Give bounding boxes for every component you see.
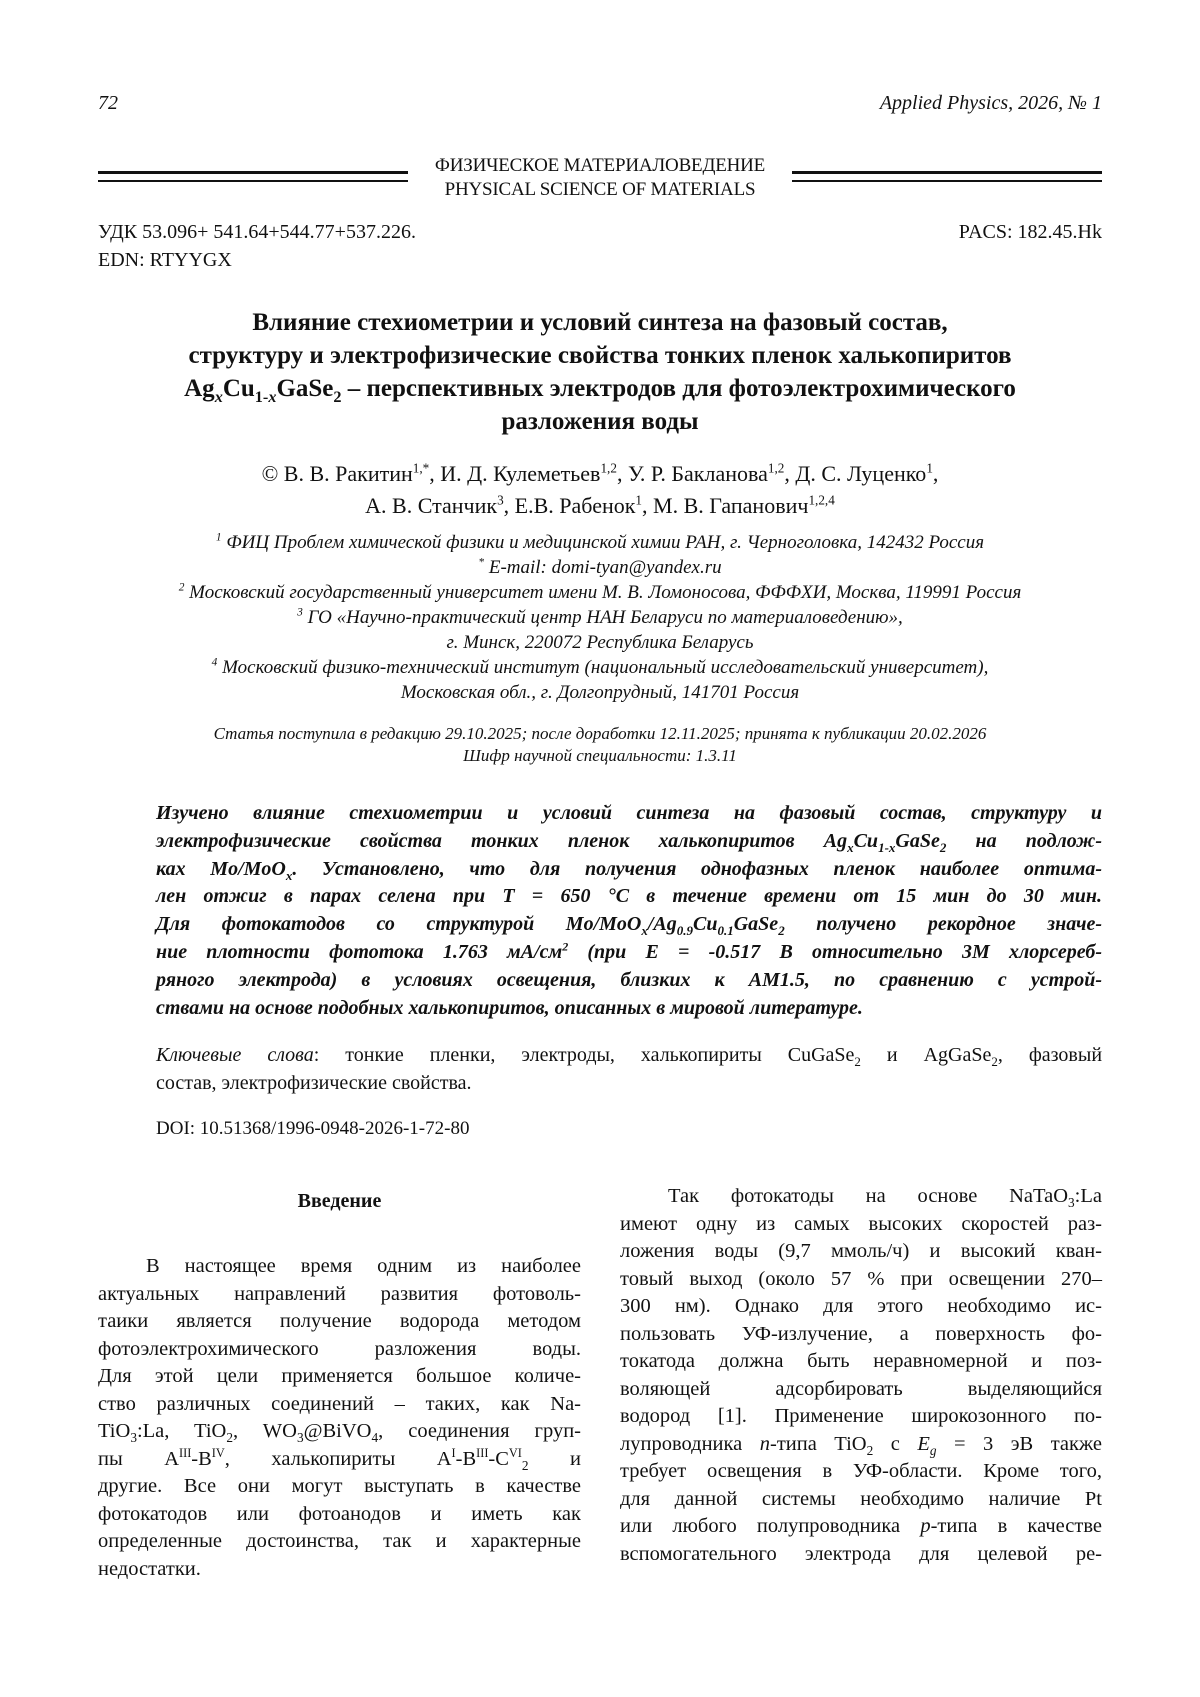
paragraph-line: другие. Все они могут выступать в качестве <box>98 1475 581 1497</box>
abstract <box>156 800 1102 1022</box>
paragraph-line: В настоящее время одним из наиболее <box>146 1255 581 1277</box>
affiliation: г. Минск, 220072 Республика Беларусь <box>446 632 754 653</box>
paragraph-line: ложения воды (9,7 ммоль/ч) и высокий кван- <box>620 1240 1102 1262</box>
title-line: структуру и электрофизические свойства тонких пленок халькопиритов <box>188 342 1012 369</box>
keywords <box>156 1041 1102 1097</box>
affiliation-email: * E-mail: domi-tyan@yandex.ru <box>478 556 722 578</box>
paragraph-line: или любого полупроводника p-типа в качестве <box>620 1515 1102 1537</box>
affiliation: $^1$ ФИЦ Проблем химической физики и медицинской химии РАН, г. Черноголовка, 142432 Россия <box>215 531 985 553</box>
paragraph-line: имеют одну из самых высоких скоростей раз- <box>620 1212 1102 1235</box>
page-number: 72 <box>98 92 118 114</box>
paragraph-line: таики является получение водорода методом <box>98 1310 581 1332</box>
paragraph-line: требует освещения в УФ-области. Кроме того, <box>620 1460 1102 1482</box>
keywords-line: состав, электрофизические свойства. <box>156 1072 472 1094</box>
title-line: разложения воды <box>501 408 699 435</box>
author: А. В. Станчик <box>365 493 498 518</box>
paragraph-line: для данной системы необходимо наличие Pt <box>620 1487 1102 1510</box>
affiliation: Московская обл., г. Долгопрудный, 141701 Россия <box>400 682 800 703</box>
paragraph-line: Так фотокатоды на основе NaTaO$_3$:La <box>668 1185 1102 1211</box>
paragraph-line: лупроводника n-типа TiO$_2$ с $E_g = 3$ эВ также <box>620 1432 1102 1458</box>
paragraph-line: пы $A^{III}-B^{IV}$, халькопириты $A^I-B^{III}-C^{VI}_2$ и <box>98 1445 581 1473</box>
keywords-line: Ключевые слова: тонкие пленки, электроды, халькопириты CuGaSe$_2$ и AgGaSe$_2$, фазовый <box>156 1044 1103 1069</box>
paragraph-line: ство различных соединений – таких, как Na- <box>98 1392 581 1415</box>
title-line: $Ag_xCu_{1-x}GaSe_2$ – перспективных электродов для фотоэлектрохимического <box>184 375 1016 406</box>
author: Д. С. Луценко <box>795 461 927 486</box>
pacs-code: PACS: 182.45.Hk <box>958 221 1102 243</box>
author: У. Р. Бакланова <box>627 461 768 486</box>
paragraph-line: товый выход (около 57 % при освещении 270– <box>620 1267 1102 1290</box>
body-column-left <box>98 1253 581 1583</box>
author: © В. В. Ракитин <box>261 461 413 486</box>
paragraph-line: недостатки. <box>98 1557 201 1580</box>
affiliation-list <box>98 530 1102 705</box>
affiliation: $^4$ Московский физико-технический институт (национальный исследовательский университет), <box>211 656 989 678</box>
abstract-line: ряного электрода) в условиях освещения, близких к AM1.5, по сравнению с устрой- <box>156 968 1102 991</box>
journal-header: Applied Physics, 2026, № 1 <box>879 92 1102 114</box>
affiliation: $^3$ ГО «Научно-практический центр НАН Беларуси по материаловедению», <box>297 606 903 628</box>
rubric-en: PHYSICAL SCIENCE OF MATERIALS <box>444 179 756 200</box>
abstract-line: лен отжиг в парах селена при T = 650 °C в течение времени от 15 мин до 30 мин. <box>156 885 1102 908</box>
abstract-line: Для фотокатодов со структурой $Mo/MoO_x/Ag_{0.9}Cu_{0.1}GaSe_2$ получено рекордное значе- <box>156 913 1102 939</box>
paragraph-line: вспомогательного электрода для целевой ре- <box>620 1542 1102 1565</box>
paragraph-line: определенные достоинства, так и характерные <box>98 1530 581 1552</box>
author-line: © В. В. Ракитин$^{1,*}$, И. Д. Кулеметьев$^{1,2}$, У. Р. Бакланова$^{1,2}$, Д. С. Луценко$^1$, <box>261 460 939 486</box>
author: Е.В. Рабенок <box>514 493 636 518</box>
paragraph-line: пользовать УФ-излучение, а поверхность фо- <box>620 1322 1102 1345</box>
paragraph-line: 300 нм). Однако для этого необходимо ис- <box>620 1295 1102 1317</box>
abstract-line: Изучено влияние стехиометрии и условий синтеза на фазовый состав, структуру и <box>156 802 1102 824</box>
author: М. В. Гапанович <box>653 493 809 518</box>
article-title <box>98 306 1102 438</box>
paragraph-line: актуальных направлений развития фотоволь- <box>98 1282 581 1305</box>
paragraph-line: фотоэлектрохимического разложения воды. <box>98 1337 581 1360</box>
author-line: А. В. Станчик$^3$, Е.В. Рабенок$^1$, М. В. Гапанович$^{1,2,4}$ <box>365 492 835 518</box>
paragraph-line: токатода должна быть неравномерной и поз- <box>620 1350 1102 1372</box>
abstract-line: ках Mo/MoO$_x$. Установлено, что для получения однофазных пленок наиболее оптима- <box>156 857 1102 883</box>
doi: DOI: 10.51368/1996-0948-2026-1-72-80 <box>156 1118 470 1139</box>
rubric-ru: ФИЗИЧЕСКОЕ МАТЕРИАЛОВЕДЕНИЕ <box>434 155 766 176</box>
abstract-line: электрофизические свойства тонких пленок халькопиритов $Ag_xCu_{1-x}GaSe_2$ на подлож- <box>156 829 1102 855</box>
author: И. Д. Кулеметьев <box>440 461 601 486</box>
paragraph-line: водород [1]. Применение широкозонного по- <box>620 1405 1102 1427</box>
affiliation: $^2$ Московский государственный университет имени М. В. Ломоносова, ФФФХИ, Москва, 119991 Россия <box>178 581 1022 603</box>
paragraph-line: воляющей адсорбировать выделяющийся <box>620 1377 1102 1400</box>
abstract-line: ние плотности фототока 1.763 $мА/см^2$ (при E = -0.517 В относительно 3М хлорсереб- <box>156 939 1102 963</box>
edn-code: EDN: RTYYGX <box>98 249 232 271</box>
paragraph-line: Для этой цели применяется большое количе- <box>98 1365 581 1387</box>
section-title-introduction: Введение <box>297 1190 382 1212</box>
author-list <box>98 458 1102 522</box>
article-dates <box>98 723 1102 767</box>
abstract-line: ствами на основе подобных халькопиритов, описанных в мировой литературе. <box>156 996 863 1019</box>
body-column-right <box>620 1183 1102 1568</box>
received-dates: Статья поступила в редакцию 29.10.2025; после доработки 12.11.2025; принята к публикации 20.02.2026 <box>213 724 987 743</box>
specialty-code: Шифр научной специальности: 1.3.11 <box>463 746 737 765</box>
udk-code: УДК 53.096+ 541.64+544.77+537.226. <box>98 221 416 243</box>
paragraph-line: фотокатодов или фотоанодов и иметь как <box>98 1502 581 1525</box>
paragraph-line: TiO$_3$:La, TiO$_2$, $WO_3@BiVO_4$, соединения груп- <box>98 1420 581 1446</box>
keywords-label: Ключевые слова <box>156 1044 314 1066</box>
title-line: Влияние стехиометрии и условий синтеза на фазовый состав, <box>252 309 948 336</box>
section-rubric <box>98 154 1102 202</box>
